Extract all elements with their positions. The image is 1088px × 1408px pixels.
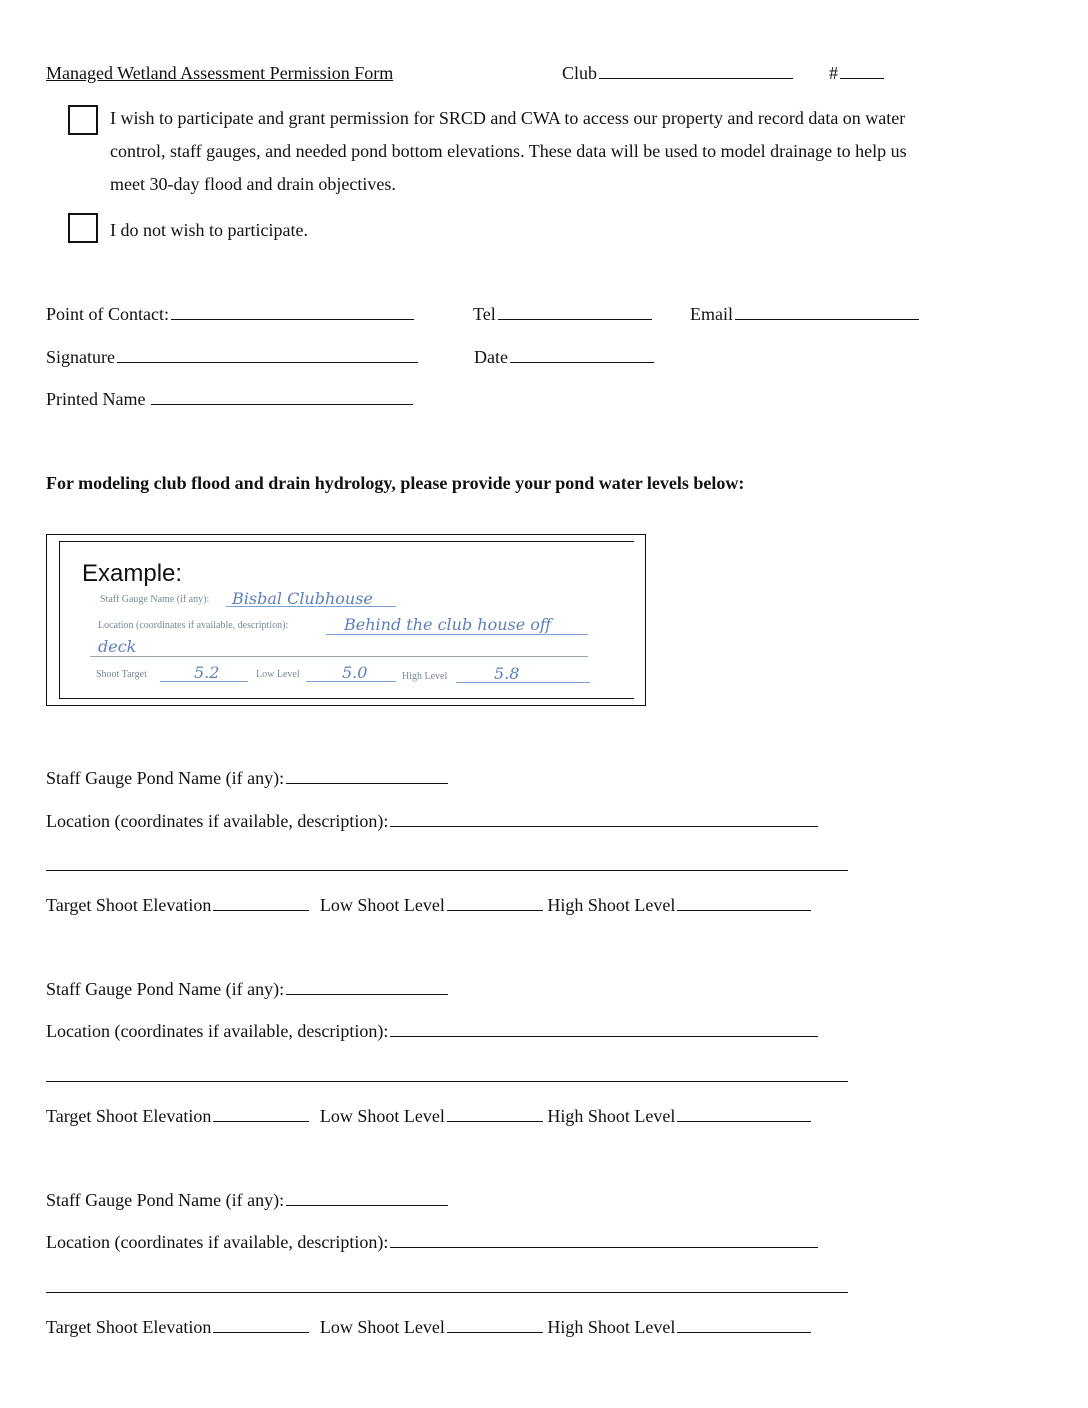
pond-2-location-field[interactable] [46,1020,818,1042]
tel-field[interactable] [473,303,652,325]
point-of-contact-label: Point of Contact: [46,304,169,324]
pond-2-levels-row [46,1105,811,1127]
target-shoot-elevation-label: Target Shoot Elevation [46,895,212,915]
participate-checkbox[interactable] [68,105,98,135]
high-shoot-level-blank[interactable] [677,894,811,911]
pond-3-location-field[interactable] [46,1231,818,1253]
low-shoot-level-blank[interactable] [447,1105,543,1122]
date-blank[interactable] [510,346,654,363]
pond-1-gauge-name-field[interactable] [46,767,448,789]
pond-2-gauge-name-field[interactable] [46,978,448,1000]
high-shoot-level-blank[interactable] [677,1316,811,1333]
pond-location-label: Location (coordinates if available, description): [46,1232,389,1252]
signature-blank[interactable] [117,346,418,363]
example-inner-frame [59,541,634,699]
email-label: Email [690,304,733,324]
pond-location-blank[interactable] [390,1020,818,1037]
printed-name-label: Printed Name [46,389,146,409]
club-blank[interactable] [599,62,793,79]
email-blank[interactable] [735,303,919,320]
example-location-line [326,634,588,635]
date-label: Date [474,347,508,367]
example-location-label: Location (coordinates if available, description): [98,620,289,631]
decline-checkbox[interactable] [68,213,98,243]
high-shoot-level-blank[interactable] [677,1105,811,1122]
signature-field[interactable] [46,346,418,368]
tel-label: Tel [473,304,496,324]
pond-location-label: Location (coordinates if available, description): [46,1021,389,1041]
number-blank[interactable] [840,62,884,79]
pond-gauge-name-blank[interactable] [286,767,448,784]
form-title-text: Managed Wetland Assessment Permission Form [46,63,394,83]
target-shoot-elevation-label: Target Shoot Elevation [46,1106,212,1126]
pond-1-levels-row [46,894,811,916]
pond-2-location-continuation-line[interactable] [46,1081,848,1082]
example-high-level-label: High Level [402,671,448,682]
pond-gauge-name-blank[interactable] [286,1189,448,1206]
example-location-value-2: deck [98,637,137,656]
email-field[interactable] [690,303,919,325]
low-shoot-level-label: Low Shoot Level [319,1106,445,1126]
example-shoot-target-value: 5.2 [194,663,220,682]
pond-gauge-name-label: Staff Gauge Pond Name (if any): [46,768,285,788]
target-shoot-elevation-blank[interactable] [213,1316,309,1333]
club-field[interactable] [562,62,793,84]
participate-text: I wish to participate and grant permission for SRCD and CWA to access our property and record data on water control, staff gauges, and needed pond bottom elevations. These data will be used to model drainage to help us meet 30-day flood and drain objectives. [110,108,907,194]
instructions-heading: For modeling club flood and drain hydrology, please provide your pond water levels below: [46,473,745,493]
example-shoot-target-label: Shoot Target [96,669,147,680]
example-location-value-1: Behind the club house off [344,615,552,634]
pond-3-levels-row [46,1316,811,1338]
pond-3-location-continuation-line[interactable] [46,1292,848,1293]
pond-gauge-name-label: Staff Gauge Pond Name (if any): [46,979,285,999]
printed-name-field[interactable] [46,388,413,410]
example-high-level-value: 5.8 [494,664,520,683]
example-location-line-2 [90,656,588,657]
point-of-contact-blank[interactable] [171,303,414,320]
pond-gauge-name-blank[interactable] [286,978,448,995]
point-of-contact-field[interactable] [46,303,414,325]
pond-location-blank[interactable] [390,1231,818,1248]
example-high-level-line [456,682,590,683]
example-title: Example: [82,560,183,587]
date-field[interactable] [474,346,654,368]
form-title [46,62,393,84]
high-shoot-level-label: High Shoot Level [547,1317,676,1337]
example-low-level-value: 5.0 [342,663,368,682]
number-label: # [829,63,838,83]
pond-1-location-continuation-line[interactable] [46,870,848,871]
high-shoot-level-label: High Shoot Level [547,895,676,915]
low-shoot-level-label: Low Shoot Level [319,1317,445,1337]
low-shoot-level-blank[interactable] [447,1316,543,1333]
signature-label: Signature [46,347,115,367]
example-box [46,534,646,706]
number-field[interactable] [829,62,884,84]
low-shoot-level-blank[interactable] [447,894,543,911]
target-shoot-elevation-blank[interactable] [213,1105,309,1122]
low-shoot-level-label: Low Shoot Level [319,895,445,915]
pond-location-blank[interactable] [390,810,818,827]
example-low-level-label: Low Level [256,669,300,680]
high-shoot-level-label: High Shoot Level [547,1106,676,1126]
target-shoot-elevation-label: Target Shoot Elevation [46,1317,212,1337]
example-gauge-name-value: Bisbal Clubhouse [232,589,373,608]
tel-blank[interactable] [498,303,652,320]
pond-location-label: Location (coordinates if available, description): [46,811,389,831]
target-shoot-elevation-blank[interactable] [213,894,309,911]
club-label: Club [562,63,598,83]
example-gauge-name-label: Staff Gauge Name (if any): [100,594,210,605]
pond-1-location-field[interactable] [46,810,818,832]
pond-3-gauge-name-field[interactable] [46,1189,448,1211]
pond-gauge-name-label: Staff Gauge Pond Name (if any): [46,1190,285,1210]
decline-text: I do not wish to participate. [110,220,308,240]
printed-name-blank[interactable] [151,388,413,405]
